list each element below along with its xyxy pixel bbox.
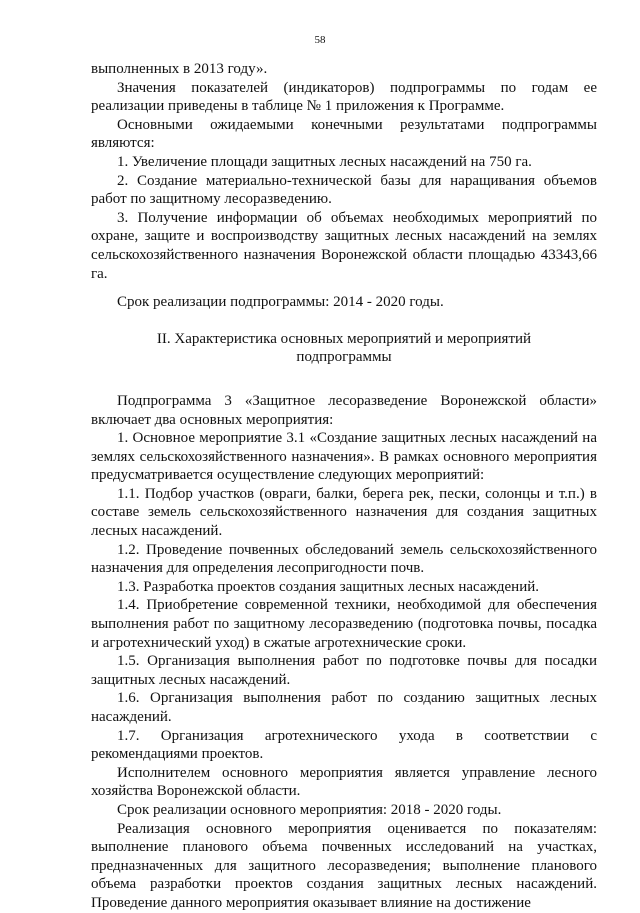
paragraph: Реализация основного мероприятия оценивается по показателям: выполнение планового объема почвенных исследований на участках, предназначенных для защитного лесоразведения; выполнение планового объема разработки проектов создания защитных лесных насаждений. Проведение данного мероприятия оказывает влияние на достижение <box>91 820 597 911</box>
paragraph: Срок реализации подпрограммы: 2014 - 2020 годы. <box>117 294 444 311</box>
paragraph: 1. Основное мероприятие 3.1 «Создание защитных лесных насаждений на землях сельскохозяйственного назначения». В рамках основного мероприятия предусматривается осуществление следующих мероприятий: <box>91 430 597 484</box>
list-item: 1.3. Разработка проектов создания защитных лесных насаждений. <box>117 578 540 595</box>
section-heading-line: подпрограммы <box>296 349 392 366</box>
page-number: 58 <box>314 34 326 46</box>
section-heading <box>91 330 597 367</box>
paragraph: Основными ожидаемыми конечными результатами подпрограммы являются: <box>91 116 597 152</box>
paragraph: Подпрограмма 3 «Защитное лесоразведение Воронежской области» включает два основных мероприятия: <box>91 392 597 428</box>
list-item: 1.6. Организация выполнения работ по созданию защитных лесных насаждений. <box>91 690 597 725</box>
list-item: 3. Получение информации об объемах необходимых мероприятий по охране, защите и воспроизводству защитных лесных насаждений на землях сельскохозяйственного назначения Воронежской области площадью 43343,66 га. <box>91 209 597 282</box>
list-item: 2. Создание материально-технической базы для наращивания объемов работ по защитному лесоразведению. <box>91 172 597 208</box>
list-item: 1.4. Приобретение современной техники, необходимой для обеспечения выполнения работ по защитному лесоразведению (подготовка почвы, посадка и агротехнический уход) в сжатые агротехнические сроки. <box>91 597 597 651</box>
list-item: 1.1. Подбор участков (овраги, балки, берега рек, пески, солонцы и т.п.) в составе земель сельскохозяйственного назначения для создания защитных лесных насаждений. <box>91 485 597 540</box>
paragraph: выполненных в 2013 году». <box>91 61 268 77</box>
paragraph: Срок реализации основного мероприятия: 2018 - 2020 годы. <box>117 801 502 818</box>
list-item: 1.5. Организация выполнения работ по подготовке почвы для посадки защитных лесных насаждений. <box>91 653 597 688</box>
section-heading-line: II. Характеристика основных мероприятий и мероприятий <box>156 330 532 347</box>
paragraph: Значения показателей (индикаторов) подпрограммы по годам ее реализации приведены в таблице № 1 приложения к Программе. <box>91 79 597 115</box>
document-body <box>91 60 597 913</box>
list-item: 1. Увеличение площади защитных лесных насаждений на 750 га. <box>117 153 532 170</box>
list-item: 1.7. Организация агротехнического ухода в соответствии с рекомендациями проектов. <box>91 727 597 763</box>
paragraph: Исполнителем основного мероприятия является управление лесного хозяйства Воронежской области. <box>91 764 597 800</box>
list-item: 1.2. Проведение почвенных обследований земель сельскохозяйственного назначения для определения лесопригодности почв. <box>91 541 597 577</box>
